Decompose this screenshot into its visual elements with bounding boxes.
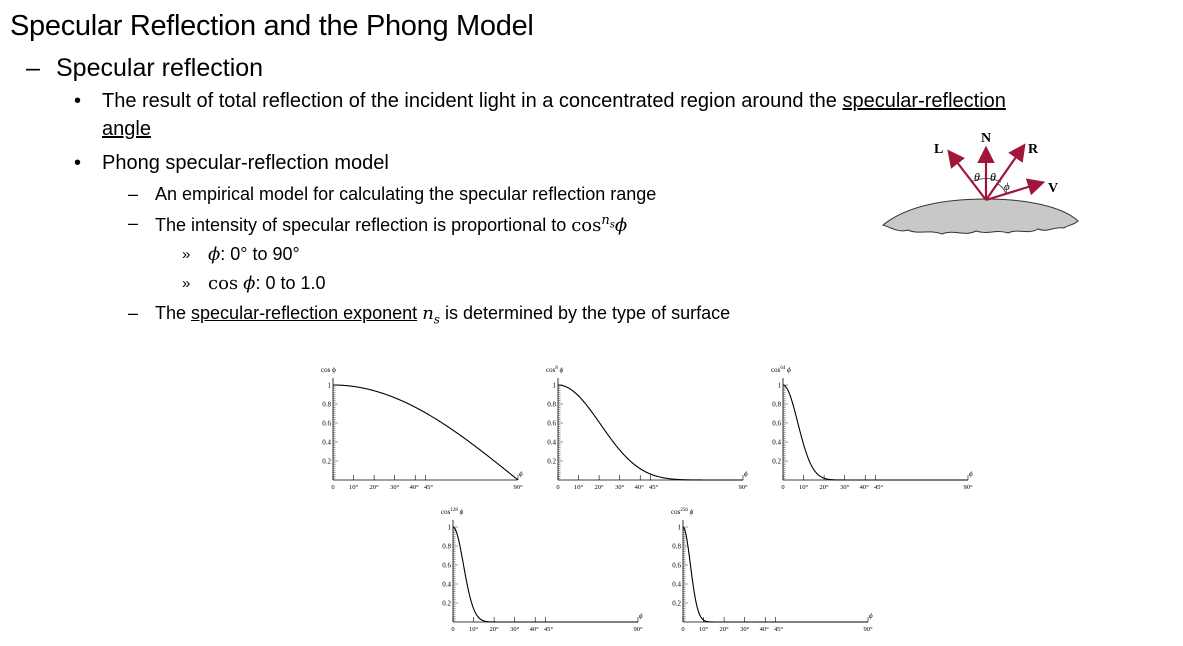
x-tick-label: 0 — [331, 484, 335, 491]
angle-link[interactable] — [102, 118, 151, 141]
guillemet-marker: » — [182, 246, 191, 263]
label-theta-left: θ — [974, 170, 980, 184]
x-tick-label: 10° — [469, 626, 479, 633]
surface-shape — [883, 199, 1078, 234]
y-tick-label: 0.4 — [322, 438, 331, 447]
x-tick-label: 90° — [963, 484, 973, 491]
x-tick-label: 30° — [840, 484, 850, 491]
series-line — [333, 385, 518, 480]
y-tick-label: 0.4 — [442, 580, 451, 589]
plot-cos256 — [655, 502, 883, 640]
x-tick-label: 90° — [513, 484, 523, 491]
math-phi: ϕ — [614, 215, 628, 236]
y-axis-label: $\cos^{256} \phi$ — [671, 508, 694, 516]
guillemet-marker: » — [182, 275, 191, 292]
label-phi: ϕ — [1004, 181, 1010, 193]
x-axis-label: ϕ — [639, 612, 643, 620]
x-tick-label: 10° — [799, 484, 809, 491]
y-tick-label: 0.6 — [672, 561, 681, 570]
math-phi: ϕ — [208, 244, 221, 265]
x-tick-label: 40° — [529, 626, 539, 633]
label-V: V — [1048, 181, 1059, 196]
x-tick-label: 20° — [369, 484, 379, 491]
text-part: The result of total reflection of the incident light in a concentrated region around the — [102, 90, 843, 112]
x-tick-label: 20° — [594, 484, 604, 491]
x-tick-label: 10° — [574, 484, 584, 491]
slide-title: Specular Reflection and the Phong Model — [10, 10, 534, 42]
text-part: The — [155, 303, 192, 323]
x-tick-label: 90° — [738, 484, 748, 491]
y-tick-label: 1 — [447, 523, 451, 532]
x-axis-label: ϕ — [744, 470, 748, 478]
x-tick-label: 40° — [859, 484, 869, 491]
math-n: n — [422, 303, 434, 324]
label-theta-right: θ — [990, 170, 996, 184]
x-tick-label: 0 — [556, 484, 560, 491]
y-tick-label: 0.8 — [672, 542, 681, 551]
x-tick-label: 45° — [648, 484, 659, 491]
x-tick-label: 20° — [719, 626, 729, 633]
text-part: : 0 to 1.0 — [255, 273, 326, 293]
x-tick-label: 20° — [819, 484, 829, 491]
y-tick-label: 0.2 — [772, 457, 781, 466]
bullet-text — [102, 90, 1006, 113]
y-tick-label: 0.8 — [772, 400, 781, 409]
light-arrow — [950, 153, 986, 200]
x-tick-label: 20° — [489, 626, 499, 633]
y-tick-label: 0.4 — [547, 438, 556, 447]
text-part: The intensity of specular reflection is proportional to — [155, 215, 572, 235]
y-tick-label: 1 — [677, 523, 681, 532]
bullet-text: Phong specular-reflection model — [102, 152, 389, 174]
x-tick-label: 0 — [681, 626, 685, 633]
x-tick-label: 10° — [349, 484, 359, 491]
x-tick-label: 90° — [863, 626, 873, 633]
series-line — [783, 385, 968, 480]
label-R: R — [1028, 142, 1039, 157]
y-tick-label: 0.8 — [442, 542, 451, 551]
series-line — [558, 385, 743, 480]
plot-cos64 — [755, 360, 980, 498]
subsub-text — [208, 273, 326, 294]
y-tick-label: 0.8 — [547, 400, 556, 409]
view-arrow — [986, 183, 1041, 200]
specular-reflection-link[interactable]: specular-reflection — [842, 90, 1006, 112]
exp-s: s — [609, 219, 615, 231]
angle-link-text[interactable]: angle — [102, 118, 151, 140]
dot-marker: • — [74, 90, 82, 112]
x-tick-label: 45° — [543, 626, 554, 633]
text-part: is determined by the type of surface — [439, 303, 731, 323]
x-tick-label: 30° — [390, 484, 400, 491]
y-tick-label: 1 — [552, 381, 556, 390]
x-tick-label: 10° — [699, 626, 709, 633]
y-tick-label: 0.6 — [322, 419, 331, 428]
sub-text — [155, 213, 627, 236]
dot-marker: • — [74, 152, 82, 174]
x-axis-label: ϕ — [969, 470, 973, 478]
y-tick-label: 0.6 — [442, 561, 451, 570]
series-line — [453, 527, 638, 622]
x-tick-label: 45° — [423, 484, 434, 491]
reflection-diagram — [878, 125, 1083, 240]
series-line — [683, 527, 868, 622]
x-axis-label: ϕ — [519, 470, 523, 478]
y-axis-label: $\cos^8 \phi$ — [546, 366, 564, 374]
x-axis-label: ϕ — [869, 612, 873, 620]
y-tick-label: 0.8 — [322, 400, 331, 409]
bullet-text: Specular reflection — [56, 54, 264, 82]
dash-marker: – — [128, 213, 139, 233]
y-tick-label: 0.6 — [772, 419, 781, 428]
math-cos: cos — [208, 273, 239, 294]
x-tick-label: 30° — [615, 484, 625, 491]
y-tick-label: 1 — [327, 381, 331, 390]
dash-marker: – — [128, 184, 139, 204]
math-phi: ϕ — [243, 273, 256, 294]
x-tick-label: 40° — [409, 484, 419, 491]
dash-marker: – — [128, 303, 139, 323]
y-tick-label: 0.2 — [442, 599, 451, 608]
x-tick-label: 30° — [510, 626, 520, 633]
subsub-text — [208, 244, 300, 265]
x-tick-label: 0 — [781, 484, 785, 491]
x-tick-label: 0 — [451, 626, 455, 633]
text-part: : 0° to 90° — [220, 244, 300, 264]
y-tick-label: 0.2 — [547, 457, 556, 466]
math-s: s — [433, 312, 440, 327]
y-axis-label: cos ϕ — [321, 366, 336, 374]
x-tick-label: 40° — [634, 484, 644, 491]
x-tick-label: 90° — [633, 626, 643, 633]
x-tick-label: 45° — [873, 484, 884, 491]
y-tick-label: 0.4 — [772, 438, 781, 447]
plot-cos128 — [425, 502, 653, 640]
x-tick-label: 30° — [740, 626, 750, 633]
y-tick-label: 0.4 — [672, 580, 681, 589]
y-tick-label: 0.6 — [547, 419, 556, 428]
sub-text — [155, 303, 730, 327]
exp-n: n — [601, 213, 610, 228]
math-exponent — [601, 213, 615, 231]
y-tick-label: 0.2 — [322, 457, 331, 466]
y-axis-label: $\cos^{128} \phi$ — [441, 508, 464, 516]
label-N: N — [981, 131, 992, 146]
y-tick-label: 1 — [777, 381, 781, 390]
plot-cos8 — [530, 360, 755, 498]
specular-exponent-link[interactable]: specular-reflection exponent — [191, 303, 418, 323]
x-tick-label: 40° — [759, 626, 769, 633]
y-tick-label: 0.2 — [672, 599, 681, 608]
math-cos: cos — [571, 215, 602, 236]
plot-cos1 — [305, 360, 530, 498]
y-axis-label: $\cos^{64} \phi$ — [771, 366, 791, 374]
dash-marker: – — [26, 54, 40, 82]
x-tick-label: 45° — [773, 626, 784, 633]
sub-text: An empirical model for calculating the specular reflection range — [155, 184, 657, 204]
label-L: L — [934, 142, 944, 157]
